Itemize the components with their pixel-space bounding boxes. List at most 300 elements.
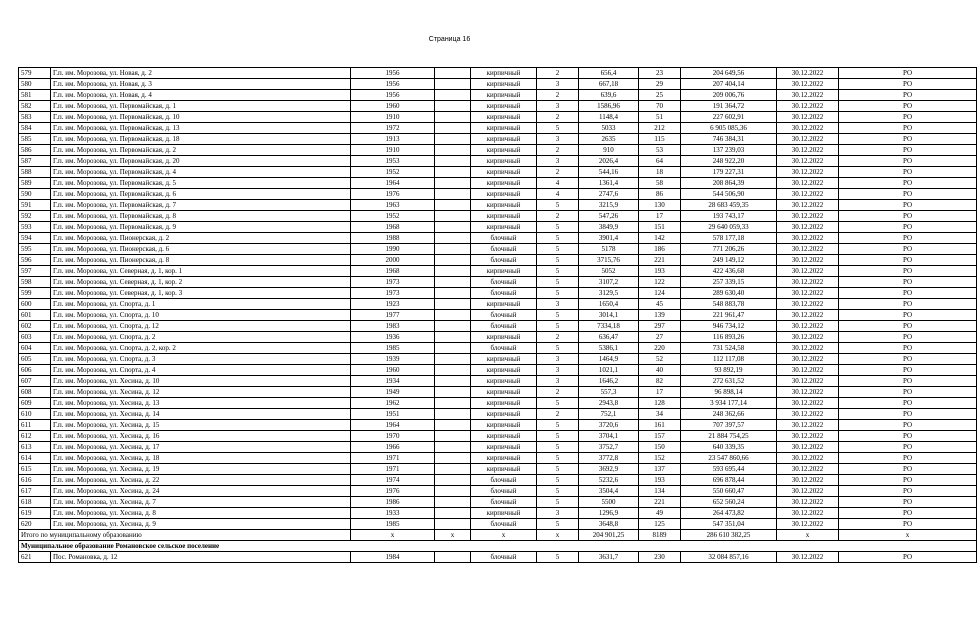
cell-year-built: 1963 bbox=[351, 200, 435, 211]
table-row bbox=[19, 365, 977, 376]
cell-row-number: 618 bbox=[19, 497, 51, 508]
cell-address: Г.п. им. Морозова, ул. Первомайская, д. 1 bbox=[51, 101, 351, 112]
cell-residents: 186 bbox=[639, 244, 681, 255]
cell-floors: 5 bbox=[537, 200, 579, 211]
cell-floors: 3 bbox=[537, 101, 579, 112]
cell-residents: 17 bbox=[639, 211, 681, 222]
cell-year-built: 2000 bbox=[351, 255, 435, 266]
cell-floors: 2 bbox=[537, 167, 579, 178]
total-label: Итого по муниципальному образованию bbox=[19, 530, 351, 541]
cell-owner: РО bbox=[839, 519, 977, 530]
cell-wall-material: блочный bbox=[471, 321, 537, 332]
cell-year-built: 1952 bbox=[351, 167, 435, 178]
cell-cost: 707 397,57 bbox=[681, 420, 777, 431]
cell-owner: РО bbox=[839, 189, 977, 200]
cell-wall-material: кирпичный bbox=[471, 376, 537, 387]
cell-cost: 640 339,35 bbox=[681, 442, 777, 453]
cell-blank-cell bbox=[435, 68, 471, 79]
cell-year-built: 1953 bbox=[351, 156, 435, 167]
cell-address: Г.п. им. Морозова, ул. Первомайская, д. 6 bbox=[51, 189, 351, 200]
cell-wall-material: кирпичный bbox=[471, 101, 537, 112]
cell-owner: РО bbox=[839, 90, 977, 101]
total-year: х bbox=[351, 530, 435, 541]
cell-blank-cell bbox=[435, 508, 471, 519]
cell-address: Г.п. им. Морозова, ул. Спорта, д. 3 bbox=[51, 354, 351, 365]
cell-area: 2635 bbox=[579, 134, 639, 145]
cell-owner: РО bbox=[839, 321, 977, 332]
table-row bbox=[19, 167, 977, 178]
cell-floors: 2 bbox=[537, 409, 579, 420]
cell-date: 30.12.2022 bbox=[777, 156, 839, 167]
cell-residents: 115 bbox=[639, 134, 681, 145]
cell-row-number: 580 bbox=[19, 79, 51, 90]
cell-residents: 27 bbox=[639, 332, 681, 343]
cell-address: Г.п. им. Морозова, ул. Спорта, д. 10 bbox=[51, 310, 351, 321]
table-row bbox=[19, 442, 977, 453]
cell-residents: 161 bbox=[639, 420, 681, 431]
cell-date: 30.12.2022 bbox=[777, 376, 839, 387]
cell-row-number: 586 bbox=[19, 145, 51, 156]
cell-floors: 3 bbox=[537, 156, 579, 167]
cell-year-built: 1971 bbox=[351, 464, 435, 475]
cell-address: Г.п. им. Морозова, ул. Хесина, д. 18 bbox=[51, 453, 351, 464]
cell-area: 1646,2 bbox=[579, 376, 639, 387]
cell-area: 5232,6 bbox=[579, 475, 639, 486]
cell-year-built: 1952 bbox=[351, 211, 435, 222]
table-row bbox=[19, 431, 977, 442]
cell-owner: РО bbox=[839, 178, 977, 189]
cell-address: Г.п. им. Морозова, ул. Первомайская, д. 8 bbox=[51, 211, 351, 222]
cell-date: 30.12.2022 bbox=[777, 420, 839, 431]
cell-date: 30.12.2022 bbox=[777, 365, 839, 376]
cell-date: 30.12.2022 bbox=[777, 497, 839, 508]
cell-residents: 230 bbox=[639, 552, 681, 563]
cell-cost: 578 177,18 bbox=[681, 233, 777, 244]
cell-owner: РО bbox=[839, 255, 977, 266]
cell-wall-material: кирпичный bbox=[471, 134, 537, 145]
cell-address: Г.п. им. Морозова, ул. Хесина, д. 8 bbox=[51, 508, 351, 519]
cell-address: Г.п. им. Морозова, ул. Хесина, д. 13 bbox=[51, 398, 351, 409]
table-row bbox=[19, 244, 977, 255]
cell-address: Г.п. им. Морозова, ул. Спорта, д. 1 bbox=[51, 299, 351, 310]
cell-area: 1650,4 bbox=[579, 299, 639, 310]
total-col4: х bbox=[435, 530, 471, 541]
cell-address: Г.п. им. Морозова, ул. Хесина, д. 16 bbox=[51, 431, 351, 442]
page-header: Страница 16 bbox=[428, 36, 471, 43]
table-row bbox=[19, 398, 977, 409]
cell-owner: РО bbox=[839, 332, 977, 343]
cell-blank-cell bbox=[435, 343, 471, 354]
cell-wall-material: кирпичный bbox=[471, 387, 537, 398]
cell-floors: 2 bbox=[537, 145, 579, 156]
cell-year-built: 1974 bbox=[351, 475, 435, 486]
cell-year-built: 1976 bbox=[351, 486, 435, 497]
cell-year-built: 1933 bbox=[351, 508, 435, 519]
cell-cost: 746 384,31 bbox=[681, 134, 777, 145]
cell-owner: РО bbox=[839, 123, 977, 134]
cell-address: Г.п. им. Морозова, ул. Новая, д. 4 bbox=[51, 90, 351, 101]
cell-owner: РО bbox=[839, 167, 977, 178]
cell-area: 3704,1 bbox=[579, 431, 639, 442]
cell-year-built: 1968 bbox=[351, 222, 435, 233]
cell-wall-material: блочный bbox=[471, 233, 537, 244]
cell-blank-cell bbox=[435, 277, 471, 288]
table-body bbox=[19, 68, 977, 563]
cell-floors: 4 bbox=[537, 189, 579, 200]
cell-cost: 422 436,68 bbox=[681, 266, 777, 277]
cell-residents: 29 bbox=[639, 79, 681, 90]
cell-cost: 23 547 860,66 bbox=[681, 453, 777, 464]
cell-row-number: 606 bbox=[19, 365, 51, 376]
cell-residents: 124 bbox=[639, 288, 681, 299]
cell-row-number: 587 bbox=[19, 156, 51, 167]
cell-date: 30.12.2022 bbox=[777, 442, 839, 453]
table-row bbox=[19, 387, 977, 398]
cell-cost: 112 117,08 bbox=[681, 354, 777, 365]
cell-owner: РО bbox=[839, 508, 977, 519]
cell-cost: 191 364,72 bbox=[681, 101, 777, 112]
cell-row-number: 594 bbox=[19, 233, 51, 244]
cell-blank-cell bbox=[435, 288, 471, 299]
cell-blank-cell bbox=[435, 519, 471, 530]
cell-residents: 86 bbox=[639, 189, 681, 200]
table-row bbox=[19, 266, 977, 277]
cell-residents: 137 bbox=[639, 464, 681, 475]
cell-year-built: 1934 bbox=[351, 376, 435, 387]
cell-row-number: 612 bbox=[19, 431, 51, 442]
cell-area: 667,18 bbox=[579, 79, 639, 90]
cell-area: 5178 bbox=[579, 244, 639, 255]
cell-owner: РО bbox=[839, 486, 977, 497]
cell-address: Г.п. им. Морозова, ул. Первомайская, д. 18 bbox=[51, 134, 351, 145]
cell-cost: 227 602,91 bbox=[681, 112, 777, 123]
cell-area: 3849,9 bbox=[579, 222, 639, 233]
cell-year-built: 1939 bbox=[351, 354, 435, 365]
cell-wall-material: кирпичный bbox=[471, 409, 537, 420]
cell-cost: 32 084 857,16 bbox=[681, 552, 777, 563]
cell-year-built: 1956 bbox=[351, 79, 435, 90]
cell-date: 30.12.2022 bbox=[777, 288, 839, 299]
cell-address: Г.п. им. Морозова, ул. Пионерская, д. 6 bbox=[51, 244, 351, 255]
cell-year-built: 1985 bbox=[351, 343, 435, 354]
cell-cost: 137 239,03 bbox=[681, 145, 777, 156]
cell-blank-cell bbox=[435, 552, 471, 563]
table-row bbox=[19, 255, 977, 266]
cell-residents: 82 bbox=[639, 376, 681, 387]
cell-area: 3014,1 bbox=[579, 310, 639, 321]
cell-residents: 23 bbox=[639, 68, 681, 79]
cell-year-built: 1910 bbox=[351, 112, 435, 123]
cell-residents: 53 bbox=[639, 145, 681, 156]
cell-row-number: 621 bbox=[19, 552, 51, 563]
cell-address: Г.п. им. Морозова, ул. Северная, д. 1, кор. 3 bbox=[51, 288, 351, 299]
cell-floors: 3 bbox=[537, 508, 579, 519]
cell-wall-material: блочный bbox=[471, 552, 537, 563]
cell-area: 5500 bbox=[579, 497, 639, 508]
cell-date: 30.12.2022 bbox=[777, 189, 839, 200]
cell-owner: РО bbox=[839, 420, 977, 431]
cell-floors: 5 bbox=[537, 277, 579, 288]
cell-year-built: 1970 bbox=[351, 431, 435, 442]
cell-address: Г.п. им. Морозова, ул. Спорта, д. 4 bbox=[51, 365, 351, 376]
cell-owner: РО bbox=[839, 211, 977, 222]
cell-residents: 51 bbox=[639, 112, 681, 123]
cell-cost: 221 961,47 bbox=[681, 310, 777, 321]
cell-blank-cell bbox=[435, 200, 471, 211]
table-row bbox=[19, 211, 977, 222]
cell-cost: 209 006,76 bbox=[681, 90, 777, 101]
cell-floors: 2 bbox=[537, 112, 579, 123]
cell-area: 2747,6 bbox=[579, 189, 639, 200]
table-row bbox=[19, 222, 977, 233]
cell-cost: 3 934 177,14 bbox=[681, 398, 777, 409]
cell-owner: РО bbox=[839, 134, 977, 145]
cell-area: 3215,9 bbox=[579, 200, 639, 211]
cell-row-number: 595 bbox=[19, 244, 51, 255]
cell-area: 1021,1 bbox=[579, 365, 639, 376]
cell-floors: 3 bbox=[537, 134, 579, 145]
cell-wall-material: блочный bbox=[471, 277, 537, 288]
cell-owner: РО bbox=[839, 68, 977, 79]
cell-area: 1296,9 bbox=[579, 508, 639, 519]
cell-floors: 5 bbox=[537, 442, 579, 453]
cell-cost: 193 743,17 bbox=[681, 211, 777, 222]
cell-cost: 771 206,26 bbox=[681, 244, 777, 255]
cell-address: Г.п. им. Морозова, ул. Хесина, д. 22 bbox=[51, 475, 351, 486]
cell-owner: РО bbox=[839, 497, 977, 508]
cell-floors: 2 bbox=[537, 68, 579, 79]
cell-blank-cell bbox=[435, 79, 471, 90]
total-owner: х bbox=[839, 530, 977, 541]
cell-area: 1361,4 bbox=[579, 178, 639, 189]
cell-floors: 3 bbox=[537, 376, 579, 387]
cell-blank-cell bbox=[435, 112, 471, 123]
cell-floors: 5 bbox=[537, 288, 579, 299]
cell-floors: 5 bbox=[537, 431, 579, 442]
cell-cost: 207 404,14 bbox=[681, 79, 777, 90]
cell-area: 3504,4 bbox=[579, 486, 639, 497]
cell-blank-cell bbox=[435, 442, 471, 453]
cell-floors: 3 bbox=[537, 299, 579, 310]
cell-address: Г.п. им. Морозова, ул. Первомайская, д. 2 bbox=[51, 145, 351, 156]
cell-floors: 5 bbox=[537, 464, 579, 475]
table-row bbox=[19, 200, 977, 211]
cell-year-built: 1960 bbox=[351, 365, 435, 376]
cell-wall-material: кирпичный bbox=[471, 178, 537, 189]
cell-residents: 34 bbox=[639, 409, 681, 420]
cell-address: Г.п. им. Морозова, ул. Первомайская, д. 9 bbox=[51, 222, 351, 233]
cell-residents: 18 bbox=[639, 167, 681, 178]
cell-cost: 6 905 085,36 bbox=[681, 123, 777, 134]
table-row bbox=[19, 123, 977, 134]
cell-row-number: 619 bbox=[19, 508, 51, 519]
cell-wall-material: кирпичный bbox=[471, 398, 537, 409]
cell-year-built: 1966 bbox=[351, 442, 435, 453]
housing-registry-table bbox=[18, 67, 977, 563]
cell-address: Г.п. им. Морозова, ул. Хесина, д. 15 bbox=[51, 420, 351, 431]
cell-wall-material: блочный bbox=[471, 244, 537, 255]
cell-row-number: 592 bbox=[19, 211, 51, 222]
cell-wall-material: кирпичный bbox=[471, 464, 537, 475]
cell-area: 3692,9 bbox=[579, 464, 639, 475]
cell-date: 30.12.2022 bbox=[777, 277, 839, 288]
cell-floors: 3 bbox=[537, 365, 579, 376]
cell-area: 3752,7 bbox=[579, 442, 639, 453]
cell-year-built: 1990 bbox=[351, 244, 435, 255]
cell-wall-material: кирпичный bbox=[471, 189, 537, 200]
cell-address: Г.п. им. Морозова, ул. Первомайская, д. 20 bbox=[51, 156, 351, 167]
cell-residents: 64 bbox=[639, 156, 681, 167]
cell-floors: 5 bbox=[537, 343, 579, 354]
cell-year-built: 1968 bbox=[351, 266, 435, 277]
table-row bbox=[19, 552, 977, 563]
cell-floors: 4 bbox=[537, 178, 579, 189]
table-row bbox=[19, 475, 977, 486]
table-row bbox=[19, 332, 977, 343]
cell-row-number: 615 bbox=[19, 464, 51, 475]
cell-address: Г.п. им. Морозова, ул. Пионерская, д. 8 bbox=[51, 255, 351, 266]
cell-date: 30.12.2022 bbox=[777, 178, 839, 189]
cell-row-number: 620 bbox=[19, 519, 51, 530]
cell-blank-cell bbox=[435, 486, 471, 497]
table-row bbox=[19, 299, 977, 310]
table-row bbox=[19, 310, 977, 321]
cell-row-number: 604 bbox=[19, 343, 51, 354]
cell-date: 30.12.2022 bbox=[777, 508, 839, 519]
cell-date: 30.12.2022 bbox=[777, 90, 839, 101]
cell-cost: 208 864,39 bbox=[681, 178, 777, 189]
table-row bbox=[19, 321, 977, 332]
cell-blank-cell bbox=[435, 134, 471, 145]
cell-cost: 289 630,40 bbox=[681, 288, 777, 299]
table-row bbox=[19, 519, 977, 530]
cell-blank-cell bbox=[435, 189, 471, 200]
cell-address: Г.п. им. Морозова, ул. Новая, д. 3 bbox=[51, 79, 351, 90]
cell-blank-cell bbox=[435, 332, 471, 343]
cell-floors: 2 bbox=[537, 211, 579, 222]
cell-floors: 5 bbox=[537, 552, 579, 563]
cell-residents: 49 bbox=[639, 508, 681, 519]
cell-blank-cell bbox=[435, 387, 471, 398]
cell-wall-material: блочный bbox=[471, 255, 537, 266]
cell-blank-cell bbox=[435, 299, 471, 310]
cell-floors: 5 bbox=[537, 266, 579, 277]
cell-date: 30.12.2022 bbox=[777, 200, 839, 211]
cell-row-number: 608 bbox=[19, 387, 51, 398]
cell-date: 30.12.2022 bbox=[777, 431, 839, 442]
cell-residents: 130 bbox=[639, 200, 681, 211]
cell-address: Г.п. им. Морозова, ул. Первомайская, д. 13 bbox=[51, 123, 351, 134]
cell-row-number: 607 bbox=[19, 376, 51, 387]
cell-owner: РО bbox=[839, 365, 977, 376]
cell-date: 30.12.2022 bbox=[777, 79, 839, 90]
cell-blank-cell bbox=[435, 101, 471, 112]
cell-area: 557,3 bbox=[579, 387, 639, 398]
cell-cost: 28 683 459,35 bbox=[681, 200, 777, 211]
cell-address: Г.п. им. Морозова, ул. Хесина, д. 7 bbox=[51, 497, 351, 508]
cell-row-number: 602 bbox=[19, 321, 51, 332]
table-row bbox=[19, 233, 977, 244]
table-row bbox=[19, 508, 977, 519]
table-row bbox=[19, 277, 977, 288]
table-row bbox=[19, 112, 977, 123]
cell-wall-material: кирпичный bbox=[471, 90, 537, 101]
table-row bbox=[19, 409, 977, 420]
cell-date: 30.12.2022 bbox=[777, 68, 839, 79]
cell-row-number: 600 bbox=[19, 299, 51, 310]
cell-area: 3648,8 bbox=[579, 519, 639, 530]
cell-blank-cell bbox=[435, 310, 471, 321]
cell-blank-cell bbox=[435, 431, 471, 442]
cell-cost: 544 506,90 bbox=[681, 189, 777, 200]
cell-year-built: 1985 bbox=[351, 519, 435, 530]
cell-residents: 221 bbox=[639, 255, 681, 266]
cell-area: 2026,4 bbox=[579, 156, 639, 167]
cell-cost: 248 922,20 bbox=[681, 156, 777, 167]
cell-floors: 2 bbox=[537, 332, 579, 343]
cell-blank-cell bbox=[435, 222, 471, 233]
cell-year-built: 1986 bbox=[351, 497, 435, 508]
cell-year-built: 1972 bbox=[351, 123, 435, 134]
cell-cost: 272 631,52 bbox=[681, 376, 777, 387]
cell-residents: 157 bbox=[639, 431, 681, 442]
cell-floors: 5 bbox=[537, 233, 579, 244]
cell-date: 30.12.2022 bbox=[777, 387, 839, 398]
cell-floors: 5 bbox=[537, 453, 579, 464]
cell-owner: РО bbox=[839, 409, 977, 420]
cell-owner: РО bbox=[839, 79, 977, 90]
cell-date: 30.12.2022 bbox=[777, 332, 839, 343]
cell-area: 3107,2 bbox=[579, 277, 639, 288]
cell-area: 1464,9 bbox=[579, 354, 639, 365]
total-cost: 286 610 382,25 bbox=[681, 530, 777, 541]
cell-blank-cell bbox=[435, 244, 471, 255]
cell-wall-material: кирпичный bbox=[471, 299, 537, 310]
cell-year-built: 1910 bbox=[351, 145, 435, 156]
cell-wall-material: кирпичный bbox=[471, 123, 537, 134]
cell-wall-material: блочный bbox=[471, 475, 537, 486]
cell-area: 544,16 bbox=[579, 167, 639, 178]
cell-date: 30.12.2022 bbox=[777, 244, 839, 255]
cell-row-number: 599 bbox=[19, 288, 51, 299]
cell-area: 3901,4 bbox=[579, 233, 639, 244]
cell-residents: 70 bbox=[639, 101, 681, 112]
cell-residents: 297 bbox=[639, 321, 681, 332]
table-row bbox=[19, 354, 977, 365]
cell-residents: 17 bbox=[639, 387, 681, 398]
cell-floors: 5 bbox=[537, 398, 579, 409]
cell-address: Г.п. им. Морозова, ул. Первомайская, д. 5 bbox=[51, 178, 351, 189]
table-row bbox=[19, 68, 977, 79]
cell-year-built: 1984 bbox=[351, 552, 435, 563]
cell-residents: 134 bbox=[639, 486, 681, 497]
cell-blank-cell bbox=[435, 475, 471, 486]
table-row bbox=[19, 497, 977, 508]
cell-address: Г.п. им. Морозова, ул. Хесина, д. 9 bbox=[51, 519, 351, 530]
cell-area: 656,4 bbox=[579, 68, 639, 79]
cell-blank-cell bbox=[435, 167, 471, 178]
cell-area: 3715,76 bbox=[579, 255, 639, 266]
cell-date: 30.12.2022 bbox=[777, 475, 839, 486]
cell-row-number: 585 bbox=[19, 134, 51, 145]
cell-blank-cell bbox=[435, 376, 471, 387]
cell-blank-cell bbox=[435, 156, 471, 167]
cell-floors: 5 bbox=[537, 497, 579, 508]
cell-floors: 5 bbox=[537, 475, 579, 486]
cell-floors: 2 bbox=[537, 387, 579, 398]
cell-year-built: 1976 bbox=[351, 189, 435, 200]
cell-date: 30.12.2022 bbox=[777, 321, 839, 332]
